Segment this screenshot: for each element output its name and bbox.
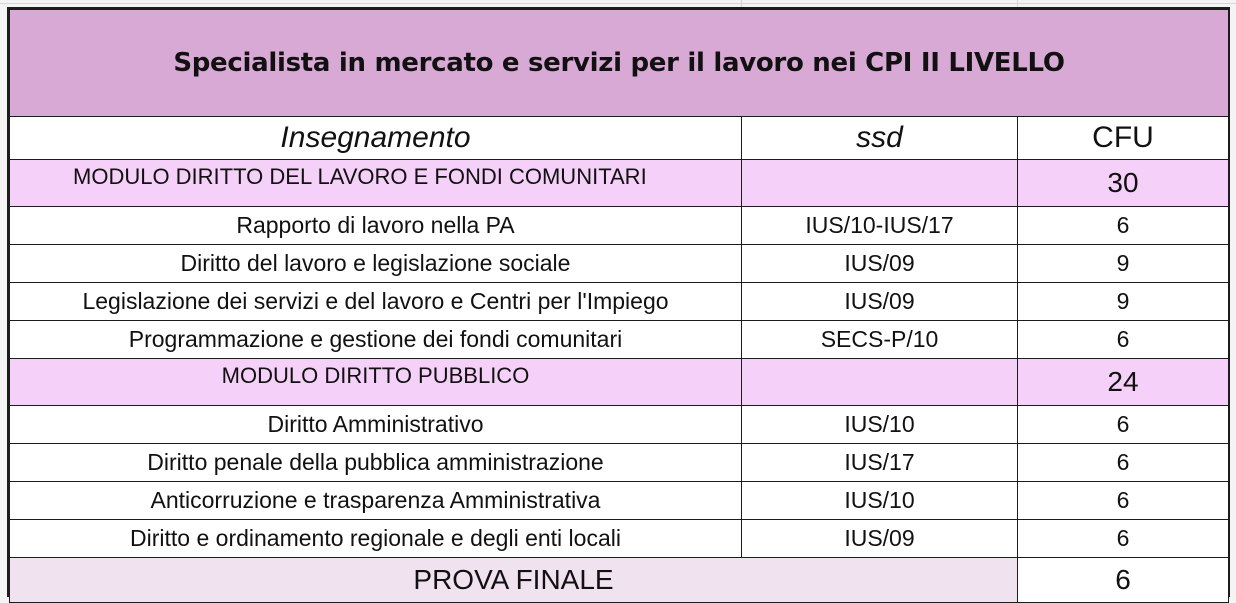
table-title: Specialista in mercato e servizi per il lavoro nei CPI II LIVELLO <box>173 48 1065 78</box>
table-row <box>10 482 1229 520</box>
course-cfu-cell[interactable]: 6 <box>1018 321 1229 359</box>
course-cfu-cell[interactable]: 6 <box>1018 406 1229 444</box>
course-name-cell[interactable]: Anticorruzione e trasparenza Amministrativa <box>10 482 742 520</box>
course-cfu-cell[interactable]: 9 <box>1018 245 1229 283</box>
course-cfu-cell[interactable]: 9 <box>1018 283 1229 321</box>
module-row <box>10 359 1229 406</box>
course-ssd-cell[interactable]: SECS-P/10 <box>742 321 1018 359</box>
course-name-cell[interactable]: Diritto Amministrativo <box>10 406 742 444</box>
course-name-cell[interactable]: Rapporto di lavoro nella PA <box>10 207 742 245</box>
module-cfu-cell[interactable]: 30 <box>1018 160 1229 207</box>
course-name-cell[interactable]: Programmazione e gestione dei fondi comunitari <box>10 321 742 359</box>
header-row <box>10 117 1229 160</box>
header-cfu[interactable]: CFU <box>1018 117 1229 160</box>
sheet-gridline <box>0 3 1236 4</box>
course-ssd-cell[interactable]: IUS/10-IUS/17 <box>742 207 1018 245</box>
course-cfu-cell[interactable]: 6 <box>1018 444 1229 482</box>
final-exam-label[interactable]: PROVA FINALE <box>10 558 1018 603</box>
module-cfu-cell[interactable]: 24 <box>1018 359 1229 406</box>
course-name-cell[interactable]: Diritto e ordinamento regionale e degli enti locali <box>10 520 742 558</box>
course-ssd-cell[interactable]: IUS/09 <box>742 245 1018 283</box>
table-row <box>10 520 1229 558</box>
final-exam-cfu[interactable]: 6 <box>1018 558 1229 603</box>
module-ssd-cell[interactable] <box>742 359 1018 406</box>
header-ssd[interactable]: ssd <box>742 117 1018 160</box>
table-row <box>10 283 1229 321</box>
table-row <box>10 245 1229 283</box>
course-ssd-cell[interactable]: IUS/17 <box>742 444 1018 482</box>
module-row <box>10 160 1229 207</box>
course-ssd-cell[interactable]: IUS/10 <box>742 406 1018 444</box>
table-row <box>10 207 1229 245</box>
course-cfu-cell[interactable]: 6 <box>1018 520 1229 558</box>
course-ssd-cell[interactable]: IUS/10 <box>742 482 1018 520</box>
table-row <box>10 321 1229 359</box>
course-name-cell[interactable]: Diritto del lavoro e legislazione sociale <box>10 245 742 283</box>
curriculum-table <box>9 9 1229 603</box>
course-cfu-cell[interactable]: 6 <box>1018 207 1229 245</box>
module-name-cell[interactable]: MODULO DIRITTO PUBBLICO <box>10 359 742 406</box>
course-name-cell[interactable]: Legislazione dei servizi e del lavoro e Centri per l'Impiego <box>10 283 742 321</box>
course-name-cell[interactable]: Diritto penale della pubblica amministrazione <box>10 444 742 482</box>
module-ssd-cell[interactable] <box>742 160 1018 207</box>
curriculum-table-sheet <box>7 7 1230 597</box>
course-cfu-cell[interactable]: 6 <box>1018 482 1229 520</box>
table-row <box>10 406 1229 444</box>
course-ssd-cell[interactable]: IUS/09 <box>742 283 1018 321</box>
table-title-cell[interactable] <box>10 10 1229 117</box>
table-row <box>10 444 1229 482</box>
title-row <box>10 10 1229 117</box>
module-name-cell[interactable]: MODULO DIRITTO DEL LAVORO E FONDI COMUNITARI <box>10 160 742 207</box>
final-row <box>10 558 1229 603</box>
course-ssd-cell[interactable]: IUS/09 <box>742 520 1018 558</box>
header-insegnamento[interactable]: Insegnamento <box>10 117 742 160</box>
